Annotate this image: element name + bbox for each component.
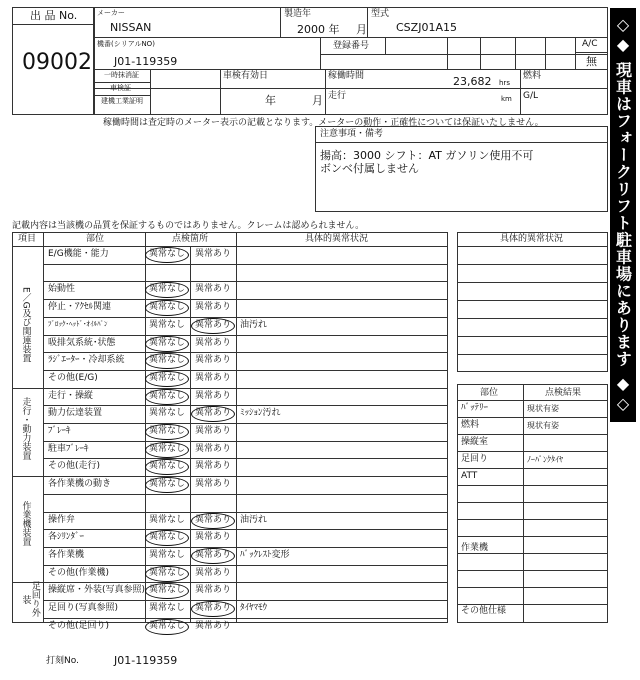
ac-value: 無 [586,55,597,68]
row-part: ﾌﾞﾚｰｷ [48,426,71,436]
model-value: CSZJ01A15 [396,21,457,34]
vehicle-cert-label: 建機工業証明 [101,97,143,105]
check-abnormal[interactable]: 異常あり [195,284,232,294]
selection-circle [145,477,189,493]
check-abnormal[interactable]: 異常あり [195,426,232,436]
result-part: ATT [461,471,478,481]
th-detail: 具体的異常状況 [305,234,369,244]
hours-note: 稼働時間は査定時のメーター表示の記載となります。メーターの動作・正確性については保証いたしません。 [103,118,544,128]
row-part: 足回り(写真参照) [48,603,119,613]
selection-circle [145,336,189,352]
lot-label: 出 品 No. [30,9,78,22]
row-part: 駐車ﾌﾞﾚｰｷ [48,444,89,454]
check-normal[interactable]: 異常なし [149,461,186,471]
serial-value: J01-119359 [114,55,178,68]
selection-circle [191,406,235,422]
check-normal[interactable]: 異常なし [149,568,186,578]
result-part: ﾊﾞｯﾃﾘｰ [461,403,489,413]
row-detail: 油汚れ [240,320,268,330]
check-normal[interactable]: 異常なし [149,320,186,330]
group-work: 作業機装置 [20,500,31,546]
inspection-expiry-label: 車検有効日 [223,71,269,81]
check-abnormal[interactable]: 異常あり [195,532,232,542]
right-detail-box [457,232,608,372]
notes-label: 注意事項・備考 [320,129,384,139]
hours-label: 稼働時間 [328,71,365,81]
check-normal[interactable]: 異常なし [149,550,186,560]
selection-circle [191,318,235,334]
selection-circle [145,300,189,316]
fuel-value: G/L [523,91,539,101]
check-normal[interactable]: 異常なし [149,284,186,294]
th-check: 点検箇所 [172,234,209,244]
group-drive: 走行・動力装置 [20,396,31,460]
check-normal[interactable]: 異常なし [149,408,186,418]
selection-circle [145,371,189,387]
stamp-label: 打刻No. [46,656,79,666]
row-part: 停止・ｱｸｾﾙ関連 [48,302,112,312]
check-abnormal[interactable]: 異常あり [195,603,232,613]
selection-circle [145,282,189,298]
check-normal[interactable]: 異常なし [149,444,186,454]
serial-label: 機番(シリアルNO) [97,40,155,48]
selection-circle [145,442,189,458]
result-value: ﾉｰﾊﾟﾝｸﾀｲﾔ [527,455,563,464]
selection-circle [145,353,189,369]
selection-circle [145,583,189,599]
check-normal[interactable]: 異常なし [149,338,186,348]
check-normal[interactable]: 異常なし [149,585,186,595]
right-detail-header: 具体的異常状況 [500,234,564,244]
check-abnormal[interactable]: 異常あり [195,408,232,418]
check-abnormal[interactable]: 異常あり [195,355,232,365]
check-normal[interactable]: 異常なし [149,621,186,631]
selection-circle [191,548,235,564]
hours-value: 23,682 [453,75,492,88]
row-part: 走行・操縦 [48,391,94,401]
check-normal[interactable]: 異常なし [149,391,186,401]
check-abnormal[interactable]: 異常あり [195,550,232,560]
selection-circle [145,459,189,475]
row-part: 始動性 [48,284,76,294]
check-normal[interactable]: 異常なし [149,302,186,312]
group-foot: 足回り外装 [20,581,40,617]
month-suffix: 月 [356,23,367,36]
th-item: 項目 [18,234,37,244]
check-abnormal[interactable]: 異常あり [195,320,232,330]
check-abnormal[interactable]: 異常あり [195,302,232,312]
expiry-month-suffix: 月 [312,94,323,107]
check-abnormal[interactable]: 異常あり [195,479,232,489]
row-part: 各作業機 [48,550,85,560]
year-value: 2000 年 [297,23,340,36]
selection-circle [191,513,235,529]
selection-circle [145,424,189,440]
check-abnormal[interactable]: 異常あり [195,621,232,631]
check-normal[interactable]: 異常なし [149,249,186,259]
row-part: 動力伝達装置 [48,408,103,418]
check-abnormal[interactable]: 異常あり [195,373,232,383]
row-part: 各ｼﾘﾝﾀﾞｰ [48,532,85,542]
model-label: 型式 [371,9,390,19]
fuel-label: 燃料 [523,71,542,81]
row-part: その他(足回り) [48,621,110,631]
row-part: ﾌﾞﾛｯｸ･ﾍｯﾄﾞ･ｵｲﾙﾊﾟﾝ [48,320,108,328]
selection-circle [145,619,189,635]
check-abnormal[interactable]: 異常あり [195,444,232,454]
ac-label: A/C [582,39,598,49]
lot-number: 09002 [22,50,92,75]
maker-label: メーカー [97,9,125,17]
check-abnormal[interactable]: 異常あり [195,585,232,595]
row-part: その他(走行) [48,461,101,471]
result-part-header: 部位 [480,388,499,398]
side-banner: ◇◆ 現車はフォークリフト駐車場にあります ◆◇ [610,8,636,422]
selection-circle [145,389,189,405]
row-detail: ﾊﾞｯｸﾚｽﾄ変形 [240,550,290,560]
row-detail: ﾀｲﾔﾏﾓｳ [240,603,268,613]
check-normal[interactable]: 異常なし [149,479,186,489]
check-normal[interactable]: 異常なし [149,603,186,613]
row-part: 操縦席・外装(写真参照) [48,585,146,595]
disclaimer: 記載内容は当該機の品質を保証するものではありません。クレームは認められません。 [12,221,365,231]
group-eg: E／G及び関連装置 [20,287,31,363]
year-label: 製造年 [284,9,312,19]
result-work-label: 作業機 [461,543,489,553]
check-normal[interactable]: 異常なし [149,426,186,436]
expiry-year-suffix: 年 [265,94,276,107]
check-normal[interactable]: 異常なし [149,355,186,365]
result-other-label: その他仕様 [461,606,507,616]
reg-label: 登録番号 [333,41,370,51]
check-abnormal[interactable]: 異常あり [195,515,232,525]
check-normal[interactable]: 異常なし [149,515,186,525]
notes-line1: 揚高：3000 シフト：AT ガソリン使用不可 [320,149,534,162]
row-detail: ﾐｯｼｮﾝ汚れ [240,408,281,418]
row-part: その他(作業機) [48,568,110,578]
result-value: 現状有姿 [527,421,559,430]
selection-circle [145,530,189,546]
result-part: 操縦室 [461,437,489,447]
result-result-header: 点検結果 [545,388,582,398]
hours-unit: hrs [499,79,510,87]
check-abnormal[interactable]: 異常あり [195,461,232,471]
th-part: 部位 [86,234,105,244]
check-abnormal[interactable]: 異常あり [195,391,232,401]
selection-circle [145,566,189,582]
row-part: 各作業機の動き [48,479,112,489]
stamp-value: J01-119359 [114,654,178,667]
check-normal[interactable]: 異常なし [149,373,186,383]
maker-value: NISSAN [110,21,152,34]
row-part: 吸排気系統･状態 [48,338,116,348]
row-part: 操作弁 [48,515,76,525]
row-part: ﾗｼﾞｴｰﾀｰ・冷却系統 [48,355,125,365]
km-unit: km [501,95,512,103]
row-part: E/G機能・能力 [48,249,109,259]
run-label: 走行 [328,91,347,101]
check-abnormal[interactable]: 異常あり [195,338,232,348]
check-abnormal[interactable]: 異常あり [195,249,232,259]
row-part: その他(E/G) [48,373,98,383]
selection-circle [191,601,235,617]
result-value: 現状有姿 [527,404,559,413]
temp-reg-label: 一時抹消証 [104,71,139,79]
check-normal[interactable]: 異常なし [149,532,186,542]
result-part: 燃料 [461,420,480,430]
result-part: 足回り [461,454,489,464]
check-abnormal[interactable]: 異常あり [195,568,232,578]
inspection-label: 車検証 [110,84,131,92]
row-detail: 油汚れ [240,515,268,525]
notes-line2: ボンベ付属しません [320,162,419,175]
selection-circle [145,247,189,263]
